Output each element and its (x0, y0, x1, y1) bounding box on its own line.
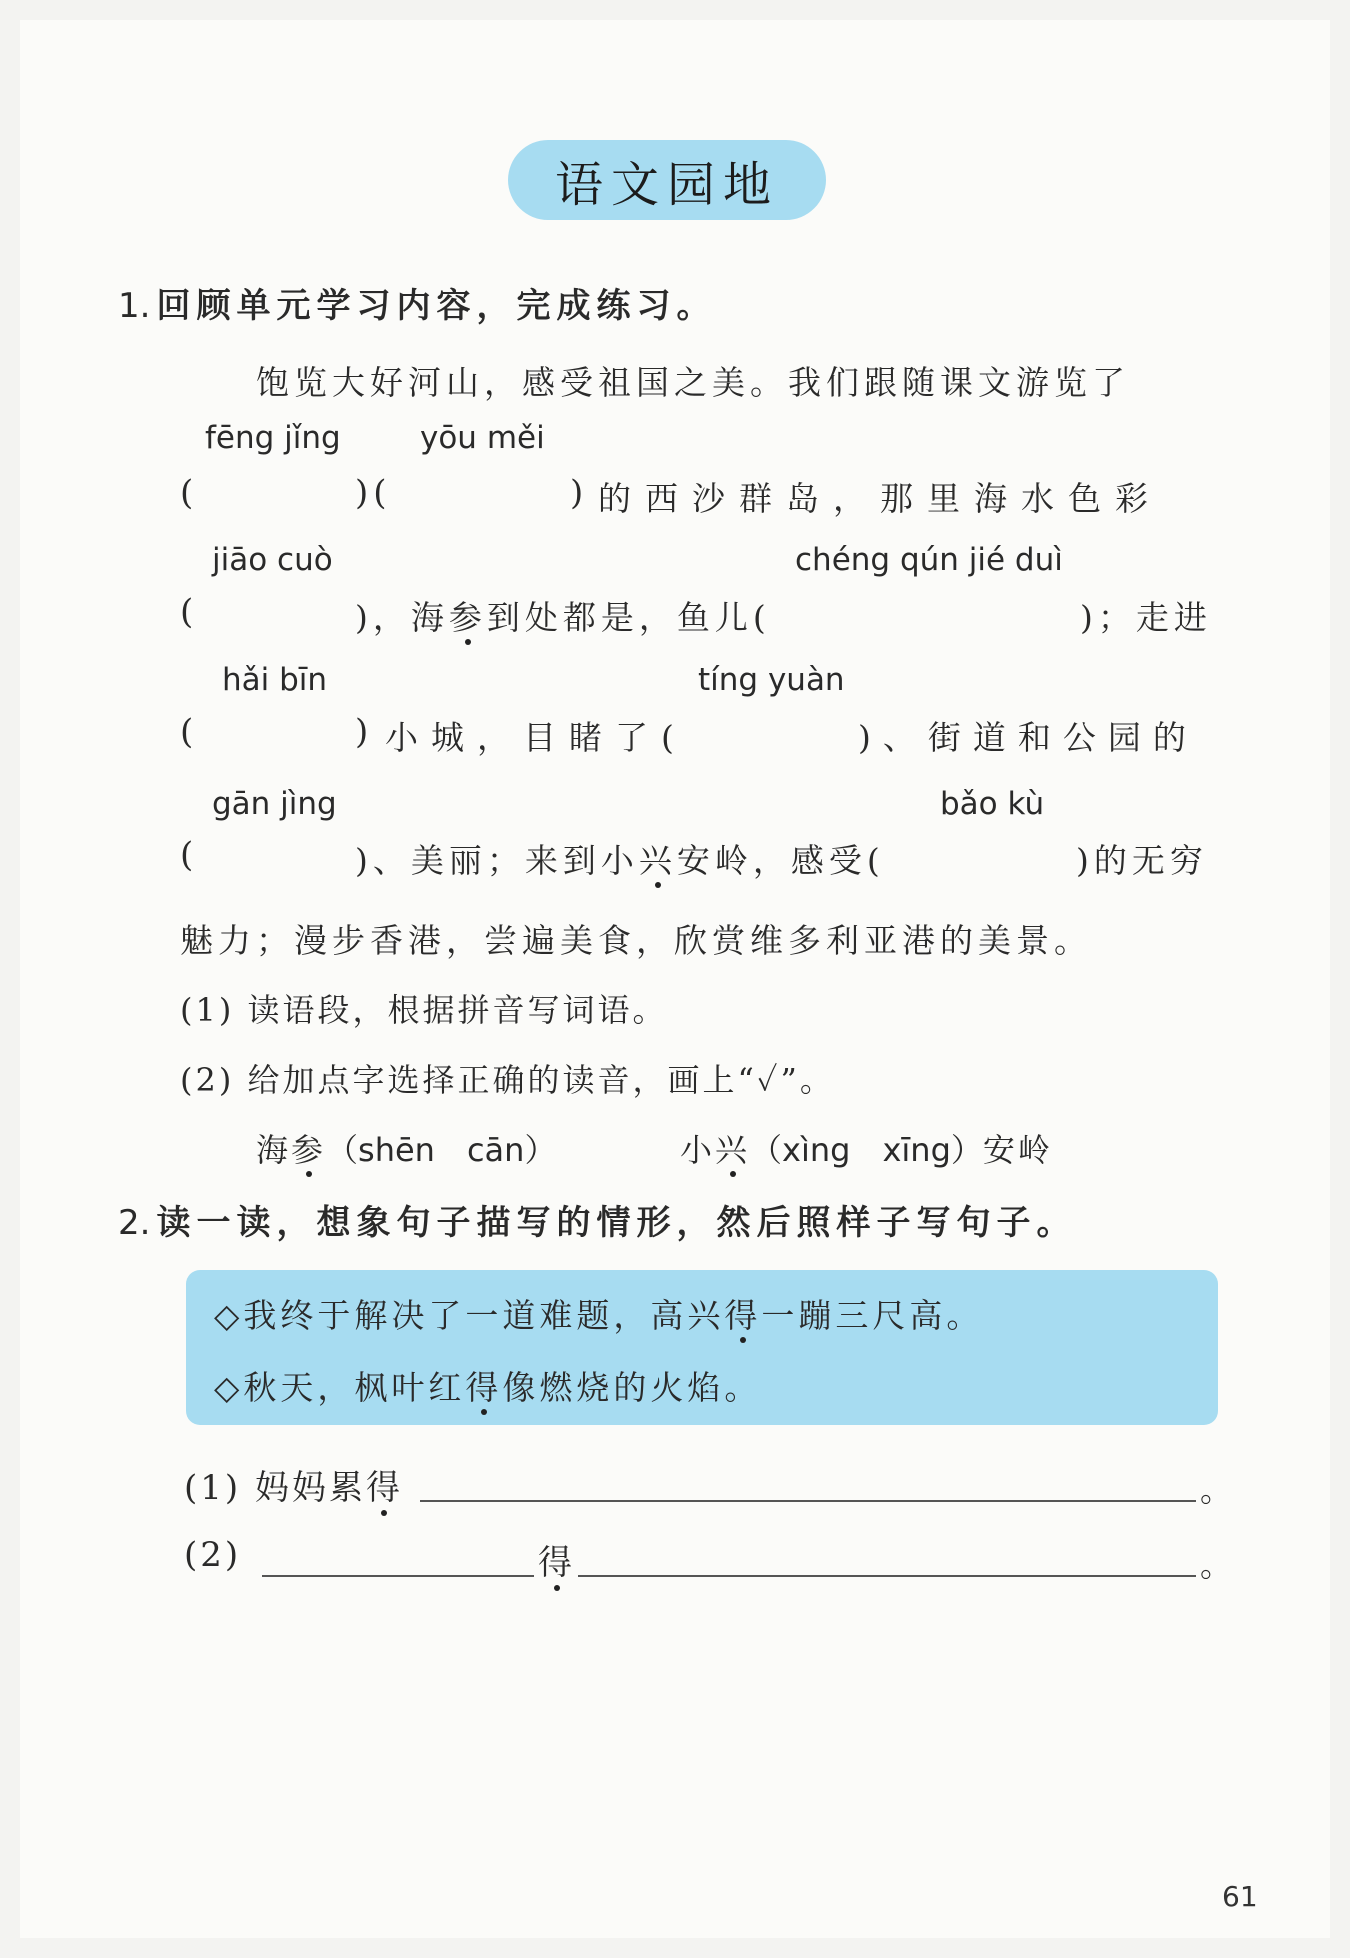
answer-line-2b[interactable] (578, 1575, 1196, 1577)
q1-choice2: 小兴（xìng xīng）安岭 (680, 1131, 1053, 1169)
answer-line-1[interactable] (420, 1500, 1196, 1502)
q1-heading (118, 278, 716, 327)
q2-item2-end: 。 (1200, 1546, 1236, 1584)
q1-line3-end: )、街道和公园的 (858, 718, 1198, 757)
q1-line2-text: )，海参到处都是，鱼儿( (355, 598, 771, 637)
q1-line4-text: )、美丽；来到小兴安岭，感受( (355, 841, 885, 880)
dotted-char-de: 得 (465, 1368, 503, 1407)
q2-heading-text: 读一读，想象句子描写的情形，然后照样子写句子。 (156, 1203, 1077, 1243)
dotted-char-xing: 兴 (715, 1131, 751, 1169)
blank-open: ( (180, 835, 199, 875)
example-sentence-1: ◇我终于解决了一道难题，高兴得一蹦三尺高。 (214, 1296, 984, 1335)
pinyin-chengqunjiedui: chéng qún jié duì (795, 542, 1063, 578)
pinyin-jiaocuo: jiāo cuò (212, 542, 333, 578)
blank-close: )( (355, 473, 392, 513)
q1-line5: 魅力；漫步香港，尝遍美食，欣赏维多利亚港的美景。 (180, 921, 1092, 960)
pinyin-baoku: bǎo kù (940, 786, 1045, 822)
blank-close: ) (570, 473, 589, 513)
q2-item1-label: (1) 妈妈累得 (184, 1468, 403, 1508)
pinyin-haibin: hǎi bīn (222, 662, 328, 698)
dotted-char-xing: 兴 (638, 841, 677, 880)
dotted-char-de: 得 (365, 1468, 403, 1508)
example-sentence-2: ◇秋天，枫叶红得像燃烧的火焰。 (214, 1368, 762, 1407)
dotted-char-can: 参 (291, 1131, 327, 1169)
q1-heading-text: 回顾单元学习内容，完成练习。 (156, 286, 717, 326)
q1-line4-end: )的无穷 (1076, 841, 1208, 880)
blank-open: ( (180, 473, 199, 513)
dotted-char-de: 得 (538, 1543, 575, 1583)
q1-intro: 饱览大好河山，感受祖国之美。我们跟随课文游览了 (256, 363, 1130, 402)
blank-open: ( (180, 592, 199, 632)
q1-line1-text: 的西沙群岛，那里海水色彩 (598, 479, 1162, 518)
section-title: 语文园地 (554, 156, 779, 213)
dotted-char-de: 得 (724, 1296, 762, 1335)
q2-heading (118, 1195, 1076, 1244)
q2-item2-de (538, 1535, 575, 1584)
q1-line2-end: )；走进 (1080, 598, 1212, 637)
q1-choice1: 海参（shēn cān） (256, 1131, 557, 1169)
q1-sub2: (2) 给加点字选择正确的读音，画上“✓”。 (180, 1061, 835, 1099)
section-title-banner (508, 140, 826, 220)
answer-line-2a[interactable] (262, 1575, 534, 1577)
q1-sub1: (1) 读语段，根据拼音写词语。 (180, 991, 668, 1029)
q2-item2-label: (2) (184, 1535, 242, 1575)
blank-open: ( (180, 712, 199, 752)
page-number: 61 (1222, 1880, 1258, 1913)
q2-item1-end: 。 (1200, 1471, 1236, 1509)
blank-close: ) (355, 712, 374, 752)
pinyin-ganjing: gān jìng (212, 786, 337, 822)
pinyin-youmei: yōu měi (420, 420, 545, 456)
pinyin-fengjing: fēng jǐng (205, 420, 341, 456)
q2-number: 2. (118, 1203, 151, 1243)
dotted-char-can: 参 (448, 598, 487, 637)
pinyin-tingyuan: tíng yuàn (698, 662, 845, 698)
q1-number: 1. (118, 286, 151, 326)
q1-line3-text: 小城，目睹了( (385, 718, 687, 757)
